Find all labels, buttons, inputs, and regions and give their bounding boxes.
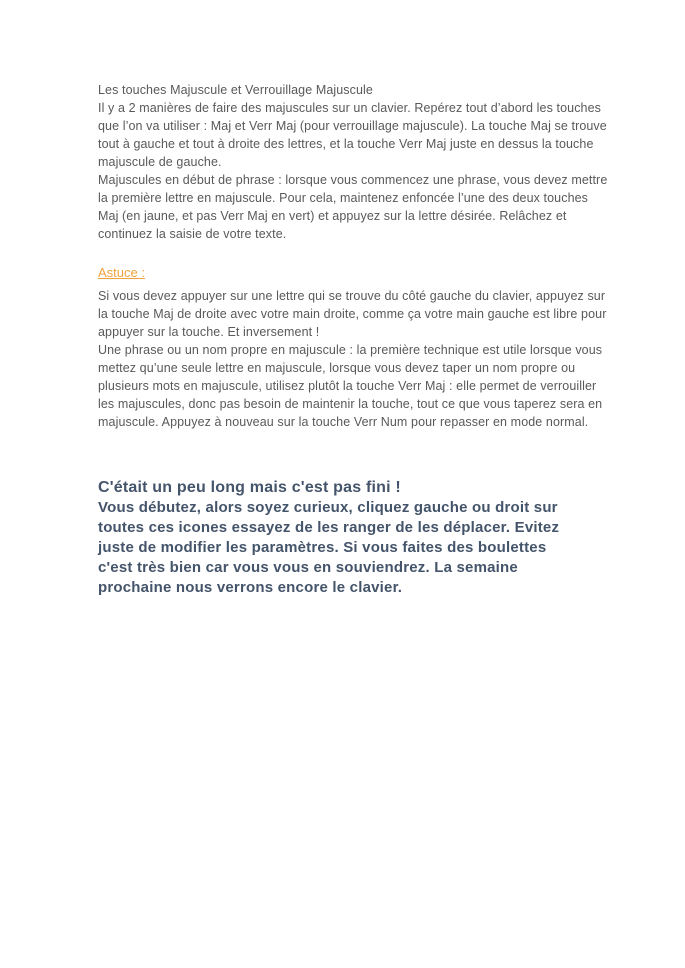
intro-section xyxy=(98,81,608,243)
text-line: tout à gauche et tout à droite des lettres, et la touche Verr Maj juste en dessus la touche xyxy=(98,137,594,151)
text-line: majuscule de gauche. xyxy=(98,155,222,169)
text-line: juste de modifier les paramètres. Si vous faites des boulettes xyxy=(98,539,547,556)
text-line: Vous débutez, alors soyez curieux, cliquez gauche ou droit sur xyxy=(98,499,558,516)
text-line: plusieurs mots en majuscule, utilisez plutôt la touche Verr Maj : elle permet de verrouiller xyxy=(98,379,597,393)
section-title-line: Les touches Majuscule et Verrouillage Majuscule xyxy=(98,83,373,97)
text-line: appuyer sur la touche. Et inversement ! xyxy=(98,325,320,339)
text-line: Majuscules en début de phrase : lorsque vous commencez une phrase, vous devez mettre xyxy=(98,173,608,187)
text-line: Une phrase ou un nom propre en majuscule : la première technique est utile lorsque vous xyxy=(98,343,603,357)
document-content xyxy=(98,81,608,598)
conclusion-section xyxy=(98,477,608,598)
text-line: la touche Maj de droite avec votre main droite, comme ça votre main gauche est libre pour xyxy=(98,307,607,321)
text-line: Il y a 2 manières de faire des majuscules sur un clavier. Repérez tout d’abord les touches xyxy=(98,101,602,115)
text-line: que l’on va utiliser : Maj et Verr Maj (pour verrouillage majuscule). La touche Maj se trouve xyxy=(98,119,607,133)
text-line: toutes ces icones essayez de les ranger de les déplacer. Evitez xyxy=(98,519,560,536)
text-line: continuez la saisie de votre texte. xyxy=(98,227,287,241)
astuce-heading: Astuce : xyxy=(98,265,145,280)
text-line: les majuscules, donc pas besoin de maintenir la touche, tout ce que vous taperez sera en xyxy=(98,397,603,411)
text-line: Si vous devez appuyer sur une lettre qui se trouve du côté gauche du clavier, appuyez sur xyxy=(98,289,606,303)
text-line: prochaine nous verrons encore le clavier. xyxy=(98,579,403,596)
text-line: mettez qu’une seule lettre en majuscule, lorsque vous devez taper un nom propre ou xyxy=(98,361,576,375)
astuce-section xyxy=(98,287,608,431)
text-line: la première lettre en majuscule. Pour cela, maintenez enfoncée l’une des deux touches xyxy=(98,191,589,205)
text-line: Maj (en jaune, et pas Verr Maj en vert) et appuyez sur la lettre désirée. Relâchez et xyxy=(98,209,567,223)
text-line: c'est très bien car vous vous en souviendrez. La semaine xyxy=(98,559,518,576)
text-line: majuscule. Appuyez à nouveau sur la touche Verr Num pour repasser en mode normal. xyxy=(98,415,589,429)
conclusion-heading: C'était un peu long mais c'est pas fini ! xyxy=(98,479,401,496)
